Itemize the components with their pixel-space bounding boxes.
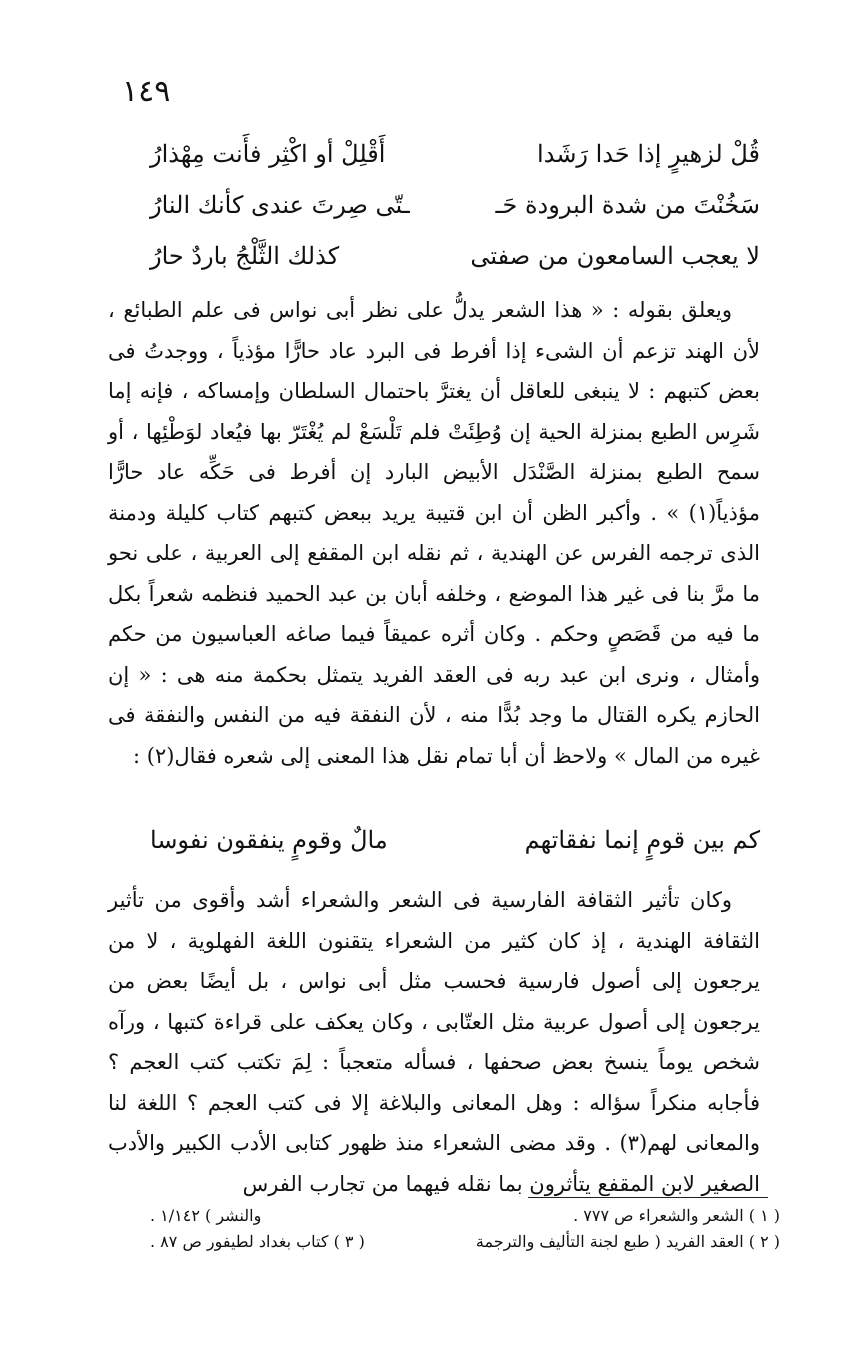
footnotes	[150, 1206, 780, 1258]
verse-line	[150, 234, 760, 284]
page-number: ١٤٩	[122, 74, 171, 109]
footnote: ( ٣ ) كتاب بغداد لطيفور ص ٨٧ .	[150, 1232, 365, 1251]
verse-second-hemistich: مالٌ وقومٍ ينفقون نفوسا	[150, 826, 388, 854]
paragraph-body: ويعلق بقوله : « هذا الشعر يدلُّ على نظر أبى نواس فى علم الطبائع ، لأن الهند تزعم أن الشىء إذا أفرط فى البرد عاد حارًّا مؤذياً ، ووجدتُ فى بعض كتبهم : لا ينبغى للعاقل أن يغترَّ باحتمال السلطان وإمساكه ، فإنه إما شَرِس الطبع بمنزلة الحية إن وُطِئَتْ فلم تَلْسَعْ لم يُغْتَرّ بها فيُعاد لوَطْئِها ، أو سمح الطبع بمنزلة الصَّنْدَل الأبيض البارد إن أفرط فى حَكِّه عاد حارًّا مؤذياً(١) » . وأكبر الظن أن ابن قتيبة يريد ببعض كتبهم كتاب كليلة ودمنة الذى ترجمه الفرس عن الهندية ، ثم نقله ابن المقفع إلى العربية ، على نحو ما مرَّ بنا فى غير هذا الموضع ، وخلفه أبان بن عبد الحميد فنظمه شعراً بكل ما فيه من قَصَصٍ وحكم . وكان أثره عميقاً فيما صاغه العباسيون من حكم وأمثال ، ونرى ابن عبد ربه فى العقد الفريد يتمثل بحكمة منه هى : « إن الحازم يكره القتال ما وجد بُدًّا منه ، لأن النفقة فيه من النفس والنفقة فى غيره من المال » ولاحظ أن أبا تمام نقل هذا المعنى إلى شعره فقال(٢) :	[108, 298, 760, 768]
footnote: والنشر ) ١/١٤٢ .	[150, 1206, 262, 1225]
verse-first-hemistich: لا يعجب السامعون من صفتى	[470, 242, 760, 270]
verse-second-hemistich: أَقْلِلْ أو اكْثِر فأَنت مِهْذارُ	[150, 140, 386, 168]
footnote-row	[150, 1206, 780, 1232]
footnote-divider	[528, 1197, 768, 1198]
footnote-row	[150, 1232, 780, 1258]
verse-first-hemistich: قُلْ لزهيرٍ إذا حَدا رَشَدا	[537, 140, 760, 168]
paragraph-body: وكان تأثير الثقافة الفارسية فى الشعر والشعراء أشد وأقوى من تأثير الثقافة الهندية ، إذ كان كثير من الشعراء يتقنون اللغة الفهلوية ، لا من يرجعون إلى أصول فارسية فحسب مثل أبى نواس ، بل أيضًا بعض من يرجعون إلى أصول عربية مثل العتّابى ، وكان يعكف على قراءة كتبها ، ورآه شخص يوماً ينسخ بعض صحفها ، فسأله متعجباً : لِمَ تكتب كتب العجم ؟ فأجابه منكراً سؤاله : وهل المعانى والبلاغة إلا فى كتب العجم ؟ اللغة لنا والمعانى لهم(٣) . وقد مضى الشعراء منذ ظهور كتابى الأدب الكبير والأدب الصغير لابن المقفع يتأثرون بما نقله فيهما من تجارب الفرس	[108, 888, 760, 1196]
verse-line	[150, 818, 760, 868]
footnote: ( ١ ) الشعر والشعراء ص ٧٧٧ .	[573, 1206, 780, 1225]
footnote: ( ٢ ) العقد الفريد ( طبع لجنة التأليف والترجمة	[475, 1232, 780, 1251]
verse-line	[150, 132, 760, 182]
verse-second-hemistich: ـتّى صِرتَ عندى كأنك النارُ	[150, 191, 410, 219]
verse-line	[150, 183, 760, 233]
verse-first-hemistich: سَخُنْتَ من شدة البرودة حَـ	[495, 191, 760, 219]
verse-second-hemistich: كذلك الثَّلْجُ باردٌ حارُ	[150, 242, 340, 270]
verse-first-hemistich: كم بين قومٍ إنما نفقاتهم	[524, 826, 760, 854]
